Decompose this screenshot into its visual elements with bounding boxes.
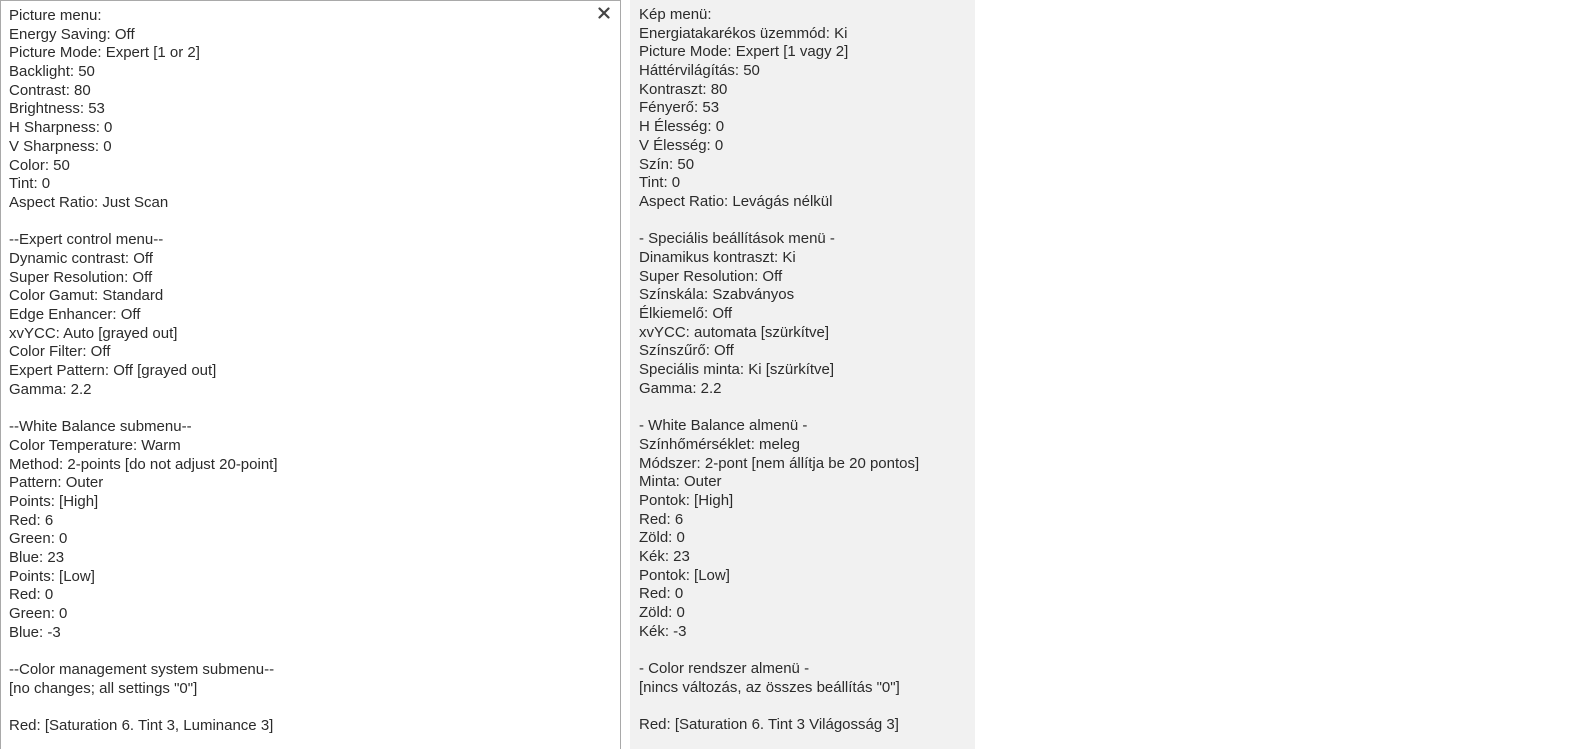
translation-line: Szín: 50 bbox=[639, 155, 695, 173]
translation-line: Red: 0 bbox=[639, 585, 684, 603]
source-line: Red: 0 bbox=[9, 586, 54, 604]
translation-line: H Élesség: 0 bbox=[639, 118, 725, 136]
clear-source-button[interactable] bbox=[596, 5, 612, 21]
translation-line: Red: 6 bbox=[639, 510, 684, 528]
translation-result-panel bbox=[630, 0, 975, 749]
translation-line: Super Resolution: Off bbox=[639, 267, 783, 285]
source-line: Pattern: Outer bbox=[9, 474, 104, 492]
translation-line: Red: [Saturation 6. Tint 3 Világosság 3] bbox=[639, 716, 899, 734]
source-line: Color: 50 bbox=[9, 156, 70, 174]
translation-line: - White Balance almenü - bbox=[639, 417, 808, 435]
translation-line: Minta: Outer bbox=[639, 473, 722, 491]
source-text-lines[interactable] bbox=[9, 7, 590, 736]
source-line: Red: 6 bbox=[9, 511, 54, 529]
source-line: Aspect Ratio: Just Scan bbox=[9, 193, 169, 211]
translation-line: Élkiemelő: Off bbox=[639, 305, 733, 322]
translation-line: Kép menü: bbox=[639, 6, 712, 23]
source-line: Red: [Saturation 6. Tint 3, Luminance 3] bbox=[9, 717, 274, 735]
translation-line: Aspect Ratio: Levágás nélkül bbox=[639, 192, 833, 210]
source-line: --Color management system submenu-- bbox=[9, 661, 275, 679]
translation-text-lines bbox=[639, 6, 969, 735]
source-line: Tint: 0 bbox=[9, 175, 51, 193]
close-icon bbox=[598, 7, 610, 19]
source-line: Color Temperature: Warm bbox=[9, 436, 181, 454]
source-line: Expert Pattern: Off [grayed out] bbox=[9, 362, 217, 380]
translation-line: Háttérvilágítás: 50 bbox=[639, 62, 760, 80]
translation-line: - Speciális beállítások menü - bbox=[639, 230, 835, 248]
source-line: V Sharpness: 0 bbox=[9, 137, 112, 155]
translation-line: Gamma: 2.2 bbox=[639, 379, 722, 397]
translation-line bbox=[639, 697, 969, 716]
source-line: Brightness: 53 bbox=[9, 100, 105, 118]
translation-line bbox=[639, 212, 969, 231]
source-line: Blue: -3 bbox=[9, 623, 61, 641]
source-line bbox=[9, 698, 590, 717]
source-line: Energy Saving: Off bbox=[9, 25, 135, 43]
translation-line: - Color rendszer almenü - bbox=[639, 660, 810, 678]
source-line: Points: [Low] bbox=[9, 567, 95, 585]
source-line: xvYCC: Auto [grayed out] bbox=[9, 324, 178, 342]
source-line: Picture Mode: Expert [1 or 2] bbox=[9, 44, 200, 62]
translation-line: Dinamikus kontraszt: Ki bbox=[639, 248, 796, 266]
source-line: --White Balance submenu-- bbox=[9, 418, 192, 436]
source-line: Green: 0 bbox=[9, 605, 68, 622]
translation-line: Kék: 23 bbox=[639, 547, 690, 565]
source-line: Gamma: 2.2 bbox=[9, 380, 92, 398]
source-line: Method: 2-points [do not adjust 20-point] bbox=[9, 455, 278, 473]
source-line: Green: 0 bbox=[9, 530, 68, 548]
translation-line: Fényerő: 53 bbox=[639, 99, 720, 117]
source-line: Blue: 23 bbox=[9, 548, 65, 566]
source-line: [no changes; all settings "0"] bbox=[9, 679, 198, 697]
translation-line: Kék: -3 bbox=[639, 622, 687, 640]
translation-line: Színhőmérséklet: meleg bbox=[639, 435, 800, 453]
translation-line: [nincs változás, az összes beállítás "0"] bbox=[639, 678, 900, 696]
translation-line: Pontok: [Low] bbox=[639, 566, 730, 584]
translation-line: Tint: 0 bbox=[639, 174, 681, 192]
source-line: Contrast: 80 bbox=[9, 81, 91, 99]
source-line: Dynamic contrast: Off bbox=[9, 249, 153, 267]
translation-line: Kontraszt: 80 bbox=[639, 80, 728, 98]
source-line: Color Gamut: Standard bbox=[9, 287, 164, 305]
translation-line: Speciális minta: Ki [szürkítve] bbox=[639, 361, 835, 379]
translation-line: Zöld: 0 bbox=[639, 604, 685, 621]
source-line bbox=[9, 213, 590, 232]
source-line: H Sharpness: 0 bbox=[9, 119, 113, 137]
source-line: Edge Enhancer: Off bbox=[9, 306, 141, 323]
translation-line: xvYCC: automata [szürkítve] bbox=[639, 323, 830, 341]
translation-line bbox=[639, 641, 969, 660]
translation-line: V Élesség: 0 bbox=[639, 136, 724, 154]
translation-line bbox=[639, 398, 969, 417]
translation-line: Zöld: 0 bbox=[639, 529, 685, 547]
source-line: --Expert control menu-- bbox=[9, 231, 164, 249]
translation-line: Pontok: [High] bbox=[639, 491, 734, 509]
source-line: Super Resolution: Off bbox=[9, 268, 153, 286]
source-text-panel[interactable] bbox=[0, 0, 621, 749]
translation-line: Picture Mode: Expert [1 vagy 2] bbox=[639, 43, 849, 61]
source-line: Color Filter: Off bbox=[9, 343, 111, 361]
source-line: Backlight: 50 bbox=[9, 63, 95, 81]
source-line: Picture menu: bbox=[9, 7, 102, 24]
translation-line: Módszer: 2-pont [nem állítja be 20 pontos] bbox=[639, 454, 920, 472]
source-line bbox=[9, 399, 590, 418]
translation-line: Színszűrő: Off bbox=[639, 342, 734, 360]
translation-line: Színskála: Szabványos bbox=[639, 286, 795, 304]
source-line bbox=[9, 642, 590, 661]
translation-line: Energiatakarékos üzemmód: Ki bbox=[639, 24, 848, 42]
source-line: Points: [High] bbox=[9, 492, 99, 510]
